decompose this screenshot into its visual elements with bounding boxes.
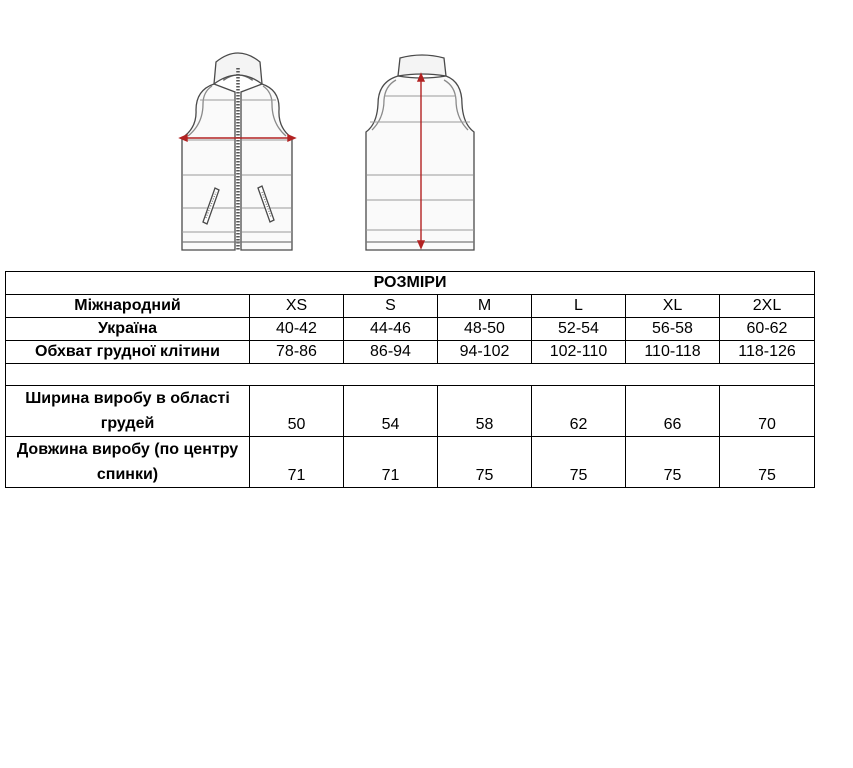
- table-row: [6, 386, 815, 437]
- table-cell: 58: [438, 386, 532, 437]
- table-cell: M: [438, 295, 532, 318]
- table-cell: 94-102: [438, 341, 532, 364]
- table-cell: 40-42: [250, 318, 344, 341]
- table-title-row: [6, 272, 815, 295]
- table-spacer-cell: [6, 364, 815, 386]
- table-row: [6, 437, 815, 488]
- table-cell: 75: [438, 437, 532, 488]
- table-cell: 86-94: [344, 341, 438, 364]
- table-row: [6, 318, 815, 341]
- table-cell: 52-54: [532, 318, 626, 341]
- table-cell: 75: [532, 437, 626, 488]
- row-label: Україна: [6, 318, 250, 341]
- table-cell: 2XL: [720, 295, 815, 318]
- table-title: РОЗМІРИ: [6, 272, 815, 295]
- size-chart-table: [5, 271, 815, 488]
- row-label: Обхват грудної клітини: [6, 341, 250, 364]
- table-cell: 70: [720, 386, 815, 437]
- vest-back-icon: [366, 55, 474, 250]
- table-cell: 102-110: [532, 341, 626, 364]
- table-cell: L: [532, 295, 626, 318]
- table-cell: 110-118: [626, 341, 720, 364]
- table-spacer-row: [6, 364, 815, 386]
- table-cell: 66: [626, 386, 720, 437]
- row-label: Ширина виробу в області грудей: [6, 386, 250, 437]
- table-cell: 75: [720, 437, 815, 488]
- vest-drawings: [0, 0, 853, 262]
- table-cell: 56-58: [626, 318, 720, 341]
- table-cell: 75: [626, 437, 720, 488]
- table-cell: 118-126: [720, 341, 815, 364]
- table-cell: 71: [250, 437, 344, 488]
- table-cell: 44-46: [344, 318, 438, 341]
- table-cell: 54: [344, 386, 438, 437]
- row-label: Міжнародний: [6, 295, 250, 318]
- table-cell: XL: [626, 295, 720, 318]
- vest-front-icon: [182, 53, 292, 250]
- table-cell: 50: [250, 386, 344, 437]
- table-cell: 60-62: [720, 318, 815, 341]
- table-cell: 48-50: [438, 318, 532, 341]
- table-row: [6, 341, 815, 364]
- table-cell: 71: [344, 437, 438, 488]
- table-cell: 62: [532, 386, 626, 437]
- table-row: [6, 295, 815, 318]
- table-cell: S: [344, 295, 438, 318]
- row-label: Довжина виробу (по центру спинки): [6, 437, 250, 488]
- table-cell: XS: [250, 295, 344, 318]
- table-cell: 78-86: [250, 341, 344, 364]
